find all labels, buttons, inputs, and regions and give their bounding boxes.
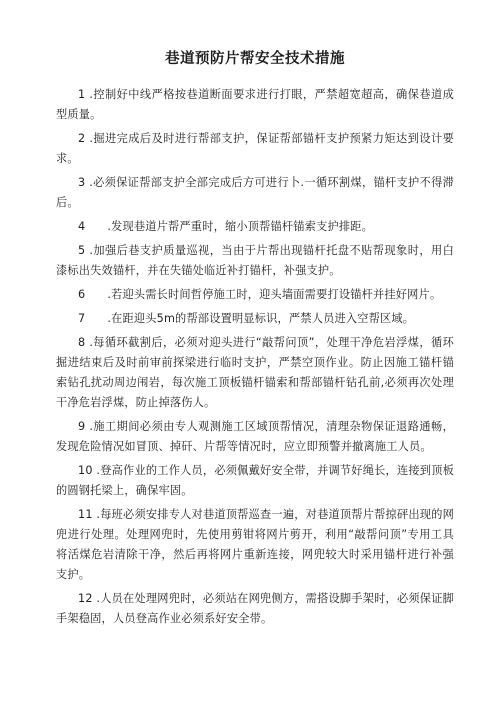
item-separator: . [85, 336, 94, 349]
item-number: 7 [78, 312, 86, 325]
item-separator: . [92, 508, 101, 521]
item-text: 登高作业的工作人员，必须佩戴好安全带，并调节好绳长，连接到顶板的圆钢托梁上，确保牢固。 [56, 464, 455, 497]
item-number: 4 [78, 220, 86, 233]
item-separator: . [107, 288, 112, 301]
item-number: 1 [78, 88, 86, 101]
list-item [56, 241, 454, 281]
list-item [56, 285, 454, 305]
list-item [56, 417, 454, 457]
item-text: 人员在处理网兜时，必须站在网兜侧方，需搭设脚手架时，必须保证脚手架稳固，人员登高作业必须系好安全带。 [56, 592, 455, 625]
item-number: 8 [78, 336, 86, 349]
item-separator: . [92, 592, 101, 605]
item-separator: . [107, 220, 112, 233]
item-text: 必须保证帮部支护全部完成后方可进行卜.一循环割煤，锚杆支护不得滞后。 [56, 176, 454, 209]
item-text: 在距迎头5m的帮部设置明显标识，严禁人员进入空帮区域。 [111, 312, 415, 325]
item-text: 控制好中线严格按巷道断面要求进行打眼，严禁超宽超高，确保巷道成型质量。 [56, 88, 455, 121]
item-text: 每循环截割后，必须对迎头进行“敲帮问顶”，处理干净危岩浮煤，循环掘进结束后及时前审前探梁进行临时支护，严禁空顶作业。防止因施工锚杆锚索钻孔扰动周边闱岩，每次施工顶板锚杆锚索和帮部锚杆钻孔前,必须再次处理干净危岩浮煤，防止掉落伤人。 [56, 336, 454, 409]
list-item [56, 309, 454, 329]
list-item [56, 85, 454, 125]
item-text: 加强后巷支护质量巡视，当由于片帮出现锚杆托盘不贴帮现象时，用白漆标出失效锚杆，并在失锚处临近补打锚杆，补强支护。 [56, 244, 455, 277]
item-separator: . [85, 132, 94, 145]
item-text: 掘进完成后及时进行帮部支护，保证帮部锚杆支护预紧力矩达到设计要求。 [56, 132, 455, 165]
item-number: 6 [78, 288, 86, 301]
item-separator: . [85, 88, 94, 101]
list-item [56, 217, 454, 237]
item-number: 10 [78, 464, 93, 477]
item-number: 5 [78, 244, 86, 257]
list-item [56, 333, 454, 413]
item-number: 3 [78, 176, 86, 189]
item-text: 每班必须安排专人对巷道顶帮巡查一遍，对巷道顶帮片帮掠砰出现的网兜进行处理。处理网兜时，先使用剪钳将网片剪开，利用“敲帮问顶”专用工具将活煤危岩清除干净，然后再将网片重新连接，网兜较大时采用锚杆进行补强支护。 [56, 508, 455, 581]
item-separator: . [107, 312, 112, 325]
item-number: 9 [78, 420, 86, 433]
document-title: 巷道预防片帮安全技术措施 [165, 51, 345, 67]
list-item [56, 461, 454, 501]
item-separator: . [85, 420, 94, 433]
list-item [56, 173, 454, 213]
item-text: 发现巷道片帮严重时，缩小顶帮锚杆锚索支护排距。 [111, 220, 374, 233]
item-separator: . [92, 464, 101, 477]
item-number: 12 [78, 592, 93, 605]
list-item [56, 589, 454, 629]
list-item [56, 129, 454, 169]
item-number: 2 [78, 132, 86, 145]
item-number: 11 [78, 508, 93, 521]
item-text: 施工期间必须由专人观测施工区域顶帮情况，清理杂物保证退路通畅，发现危险情况如冒顶、掉矸、片帮等情况时，应立即预警并撤离施工人员。 [56, 420, 455, 453]
list-item [56, 505, 454, 585]
item-text: 若迎头需长时间哲停施工时，迎头墙面需要打设锚杆并挂好网片。 [111, 288, 442, 301]
item-separator: . [85, 176, 93, 189]
measure-list [56, 85, 454, 629]
item-separator: . [85, 244, 94, 257]
